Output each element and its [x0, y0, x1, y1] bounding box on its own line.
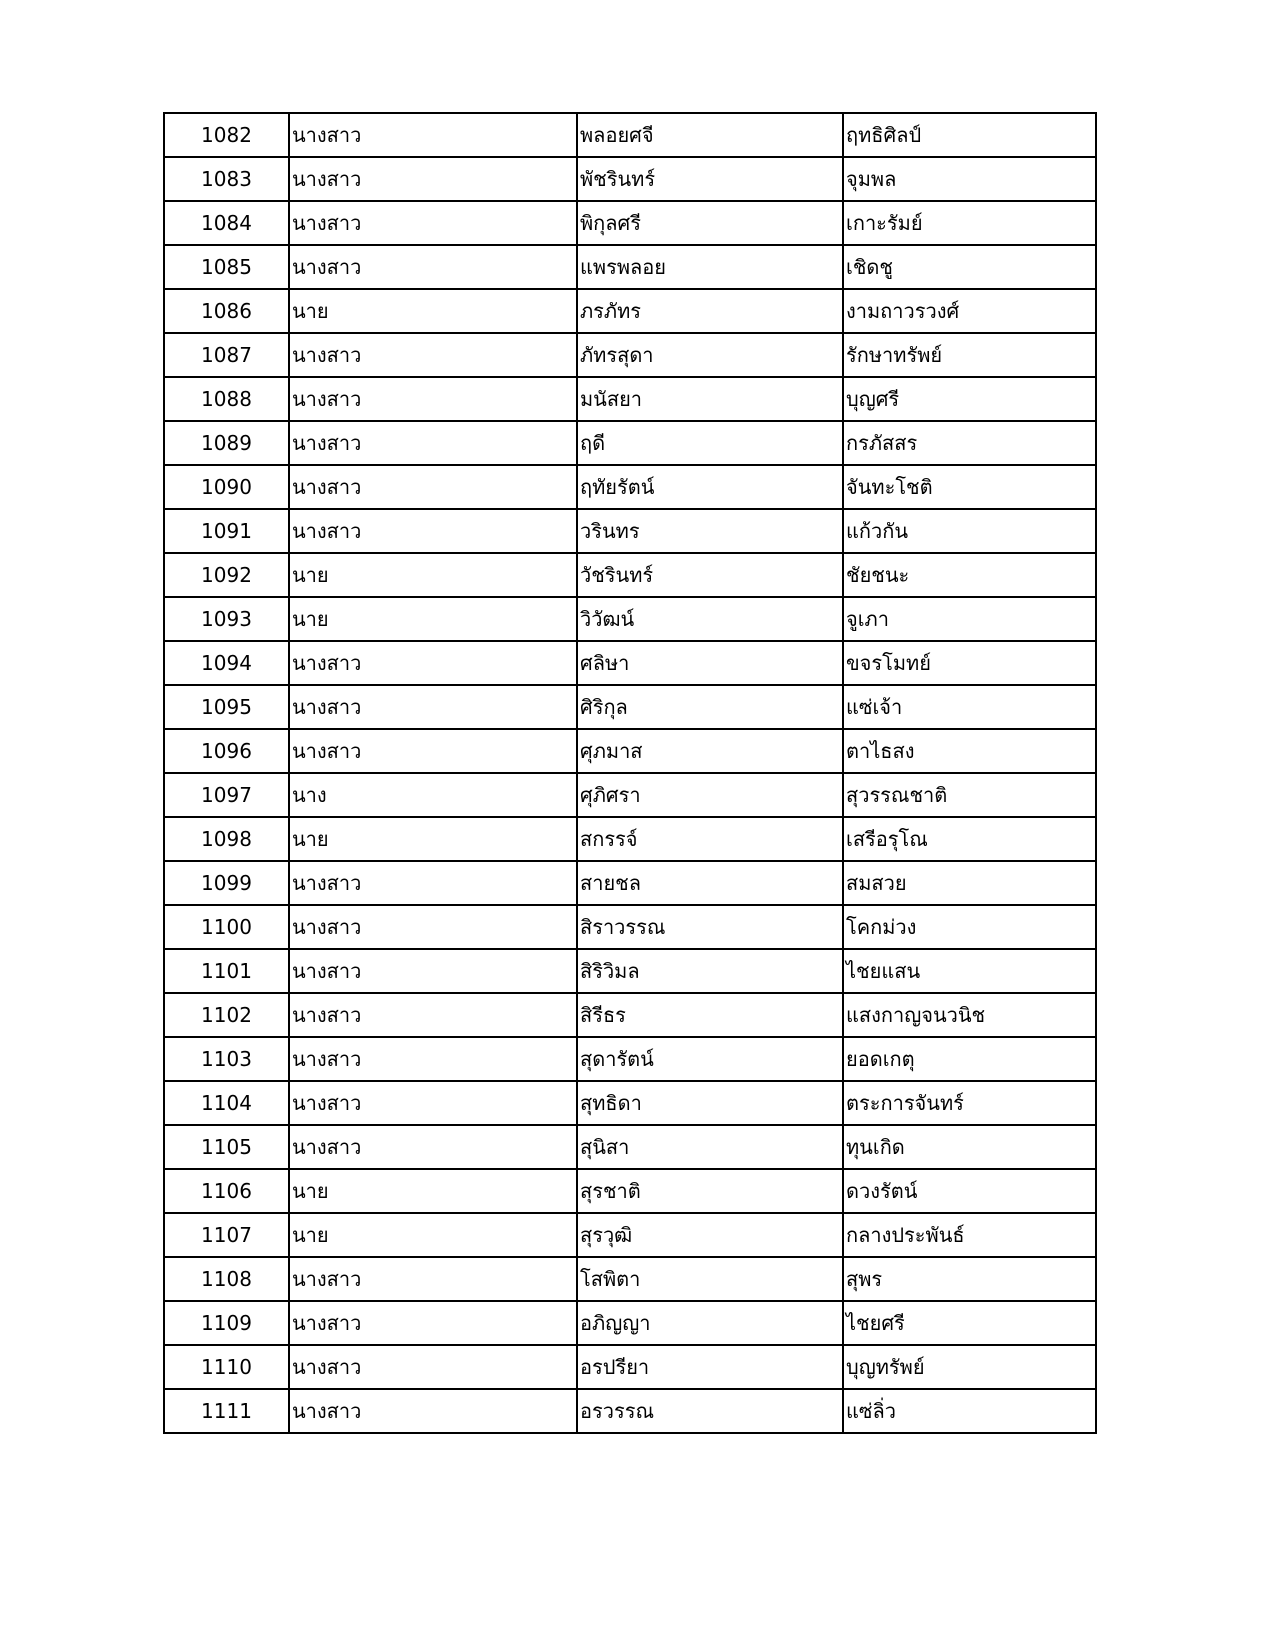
table-row: [164, 1345, 1096, 1389]
last-name-cell: ตระการจันทร์: [843, 1081, 1096, 1125]
last-name-cell: บุญศรี: [843, 377, 1096, 421]
table-row: [164, 773, 1096, 817]
row-number-cell: 1091: [164, 509, 289, 553]
table-row: [164, 685, 1096, 729]
row-number-cell: 1093: [164, 597, 289, 641]
row-number-cell: 1090: [164, 465, 289, 509]
title-prefix-cell: นาย: [289, 553, 577, 597]
row-number-cell: 1110: [164, 1345, 289, 1389]
last-name-cell: ขจรโมทย์: [843, 641, 1096, 685]
row-number-cell: 1083: [164, 157, 289, 201]
first-name-cell: พัชรินทร์: [577, 157, 843, 201]
table-row: [164, 1169, 1096, 1213]
first-name-cell: วัชรินทร์: [577, 553, 843, 597]
last-name-cell: จันทะโชติ: [843, 465, 1096, 509]
row-number-cell: 1088: [164, 377, 289, 421]
row-number-cell: 1103: [164, 1037, 289, 1081]
title-prefix-cell: นางสาว: [289, 377, 577, 421]
last-name-cell: เกาะรัมย์: [843, 201, 1096, 245]
first-name-cell: แพรพลอย: [577, 245, 843, 289]
first-name-cell: สายชล: [577, 861, 843, 905]
title-prefix-cell: นางสาว: [289, 113, 577, 157]
last-name-cell: ไชยศรี: [843, 1301, 1096, 1345]
last-name-cell: ไชยแสน: [843, 949, 1096, 993]
last-name-cell: ยอดเกตุ: [843, 1037, 1096, 1081]
last-name-cell: ฤทธิศิลป์: [843, 113, 1096, 157]
table-row: [164, 1213, 1096, 1257]
title-prefix-cell: นางสาว: [289, 641, 577, 685]
row-number-cell: 1097: [164, 773, 289, 817]
table-row: [164, 201, 1096, 245]
table-row: [164, 641, 1096, 685]
first-name-cell: สุรวุฒิ: [577, 1213, 843, 1257]
last-name-cell: ชัยชนะ: [843, 553, 1096, 597]
first-name-cell: โสพิตา: [577, 1257, 843, 1301]
first-name-cell: ภัทรสุดา: [577, 333, 843, 377]
first-name-cell: วิวัฒน์: [577, 597, 843, 641]
row-number-cell: 1107: [164, 1213, 289, 1257]
first-name-cell: ฤทัยรัตน์: [577, 465, 843, 509]
last-name-cell: จูเภา: [843, 597, 1096, 641]
first-name-cell: สิรีธร: [577, 993, 843, 1037]
table-row: [164, 289, 1096, 333]
table-row: [164, 465, 1096, 509]
row-number-cell: 1108: [164, 1257, 289, 1301]
table-row: [164, 333, 1096, 377]
row-number-cell: 1099: [164, 861, 289, 905]
first-name-cell: ศุภิศรา: [577, 773, 843, 817]
last-name-cell: บุญทรัพย์: [843, 1345, 1096, 1389]
table-row: [164, 1125, 1096, 1169]
last-name-cell: แซ่เจ้า: [843, 685, 1096, 729]
last-name-cell: เสรีอรุโณ: [843, 817, 1096, 861]
first-name-cell: ภรภัทร: [577, 289, 843, 333]
table-row: [164, 509, 1096, 553]
first-name-cell: สุดารัตน์: [577, 1037, 843, 1081]
first-name-cell: ศิริกุล: [577, 685, 843, 729]
row-number-cell: 1101: [164, 949, 289, 993]
last-name-cell: เชิดชู: [843, 245, 1096, 289]
last-name-cell: สุพร: [843, 1257, 1096, 1301]
title-prefix-cell: นางสาว: [289, 201, 577, 245]
row-number-cell: 1089: [164, 421, 289, 465]
last-name-cell: รักษาทรัพย์: [843, 333, 1096, 377]
title-prefix-cell: นางสาว: [289, 333, 577, 377]
title-prefix-cell: นางสาว: [289, 861, 577, 905]
last-name-cell: จุมพล: [843, 157, 1096, 201]
first-name-cell: สุนิสา: [577, 1125, 843, 1169]
title-prefix-cell: นาย: [289, 817, 577, 861]
first-name-cell: อภิญญา: [577, 1301, 843, 1345]
table-row: [164, 817, 1096, 861]
last-name-cell: แซ่ลิ่ว: [843, 1389, 1096, 1433]
table-row: [164, 861, 1096, 905]
first-name-cell: สิริวิมล: [577, 949, 843, 993]
row-number-cell: 1084: [164, 201, 289, 245]
title-prefix-cell: นางสาว: [289, 1125, 577, 1169]
title-prefix-cell: นางสาว: [289, 465, 577, 509]
title-prefix-cell: นางสาว: [289, 1389, 577, 1433]
first-name-cell: อรวรรณ: [577, 1389, 843, 1433]
title-prefix-cell: นางสาว: [289, 1301, 577, 1345]
first-name-cell: สกรรจ์: [577, 817, 843, 861]
title-prefix-cell: นาง: [289, 773, 577, 817]
row-number-cell: 1106: [164, 1169, 289, 1213]
table-row: [164, 1037, 1096, 1081]
row-number-cell: 1100: [164, 905, 289, 949]
first-name-cell: สุรชาติ: [577, 1169, 843, 1213]
first-name-cell: พลอยศจี: [577, 113, 843, 157]
table-row: [164, 1389, 1096, 1433]
row-number-cell: 1087: [164, 333, 289, 377]
first-name-cell: ฤดี: [577, 421, 843, 465]
last-name-cell: ดวงรัตน์: [843, 1169, 1096, 1213]
row-number-cell: 1098: [164, 817, 289, 861]
last-name-cell: กรภัสสร: [843, 421, 1096, 465]
row-number-cell: 1085: [164, 245, 289, 289]
table-row: [164, 553, 1096, 597]
last-name-cell: สุวรรณชาติ: [843, 773, 1096, 817]
title-prefix-cell: นาย: [289, 1213, 577, 1257]
table-row: [164, 1081, 1096, 1125]
last-name-cell: กลางประพันธ์: [843, 1213, 1096, 1257]
table-row: [164, 597, 1096, 641]
last-name-cell: ทุนเกิด: [843, 1125, 1096, 1169]
row-number-cell: 1092: [164, 553, 289, 597]
table-row: [164, 1301, 1096, 1345]
first-name-cell: อรปรียา: [577, 1345, 843, 1389]
row-number-cell: 1111: [164, 1389, 289, 1433]
title-prefix-cell: นาย: [289, 597, 577, 641]
title-prefix-cell: นางสาว: [289, 905, 577, 949]
row-number-cell: 1102: [164, 993, 289, 1037]
table-row: [164, 157, 1096, 201]
table-row: [164, 421, 1096, 465]
table-row: [164, 905, 1096, 949]
table-row: [164, 949, 1096, 993]
row-number-cell: 1095: [164, 685, 289, 729]
first-name-cell: ศลิษา: [577, 641, 843, 685]
first-name-cell: วรินทร: [577, 509, 843, 553]
table-row: [164, 377, 1096, 421]
table-row: [164, 729, 1096, 773]
row-number-cell: 1082: [164, 113, 289, 157]
last-name-cell: งามถาวรวงศ์: [843, 289, 1096, 333]
last-name-cell: แก้วกัน: [843, 509, 1096, 553]
title-prefix-cell: นางสาว: [289, 729, 577, 773]
name-list-body: [164, 113, 1096, 1433]
last-name-cell: ตาไธสง: [843, 729, 1096, 773]
table-row: [164, 1257, 1096, 1301]
row-number-cell: 1096: [164, 729, 289, 773]
last-name-cell: โคกม่วง: [843, 905, 1096, 949]
title-prefix-cell: นางสาว: [289, 157, 577, 201]
title-prefix-cell: นางสาว: [289, 509, 577, 553]
title-prefix-cell: นาย: [289, 289, 577, 333]
title-prefix-cell: นางสาว: [289, 421, 577, 465]
table-row: [164, 993, 1096, 1037]
first-name-cell: พิกุลศรี: [577, 201, 843, 245]
last-name-cell: สมสวย: [843, 861, 1096, 905]
title-prefix-cell: นางสาว: [289, 1257, 577, 1301]
row-number-cell: 1105: [164, 1125, 289, 1169]
row-number-cell: 1094: [164, 641, 289, 685]
title-prefix-cell: นางสาว: [289, 949, 577, 993]
first-name-cell: สิราวรรณ: [577, 905, 843, 949]
title-prefix-cell: นางสาว: [289, 1081, 577, 1125]
title-prefix-cell: นางสาว: [289, 1037, 577, 1081]
table-row: [164, 113, 1096, 157]
row-number-cell: 1109: [164, 1301, 289, 1345]
last-name-cell: แสงกาญจนวนิช: [843, 993, 1096, 1037]
row-number-cell: 1086: [164, 289, 289, 333]
name-list-table: [163, 112, 1097, 1434]
title-prefix-cell: นางสาว: [289, 245, 577, 289]
title-prefix-cell: นางสาว: [289, 1345, 577, 1389]
title-prefix-cell: นางสาว: [289, 685, 577, 729]
first-name-cell: สุทธิดา: [577, 1081, 843, 1125]
title-prefix-cell: นาย: [289, 1169, 577, 1213]
table-row: [164, 245, 1096, 289]
first-name-cell: ศุภมาส: [577, 729, 843, 773]
row-number-cell: 1104: [164, 1081, 289, 1125]
title-prefix-cell: นางสาว: [289, 993, 577, 1037]
first-name-cell: มนัสยา: [577, 377, 843, 421]
